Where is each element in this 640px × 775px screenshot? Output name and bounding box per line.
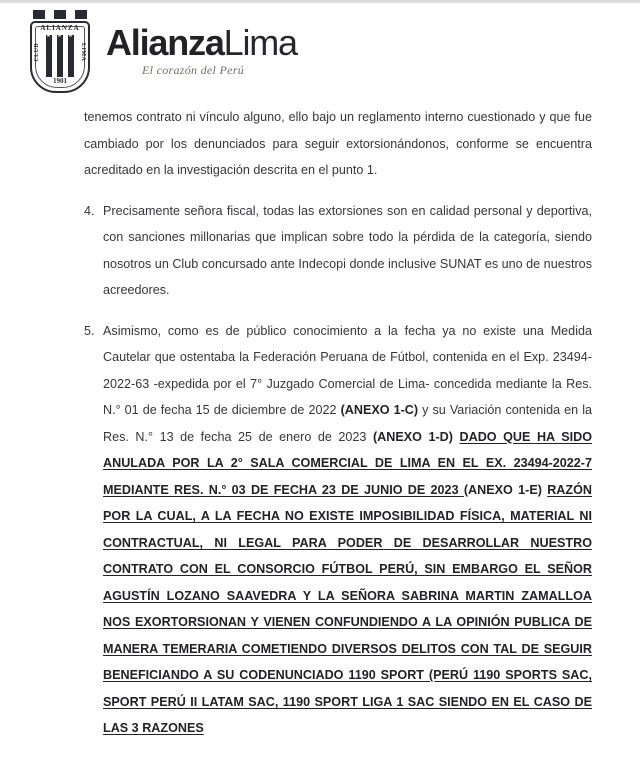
crest-founding-year: 1901	[53, 77, 67, 85]
list-item-5-number: 5.	[84, 323, 95, 338]
wordmark-light: Lima	[223, 22, 297, 63]
list-item-5	[84, 318, 592, 742]
document-body	[84, 104, 592, 756]
brand-wordmark	[106, 24, 406, 84]
list-item-4-number: 4.	[84, 203, 95, 218]
crest-top-text: ALIANZA	[40, 24, 80, 32]
list-item-4	[84, 198, 592, 304]
crest-star-icon: ★	[45, 33, 52, 39]
item5-anexo-1e: (ANEXO 1-E)	[463, 482, 548, 497]
crest-shield	[30, 21, 90, 93]
crest-right-text: LIMA	[80, 43, 86, 62]
item5-anexo-1c: (ANEXO 1-C)	[340, 403, 419, 417]
list-item-4-text: Precisamente señora fiscal, todas las extorsiones son en calidad personal y deportiva, con sanciones millonarias que implican sobre todo la pérdida de la categoría, siendo nosotros un Club concursado ante Indecopi donde inclusive SUNAT es uno de nuestros acreedores.	[103, 203, 592, 297]
wordmark-text	[106, 24, 406, 62]
wordmark-bold: Alianza	[106, 22, 224, 63]
crest-stars	[45, 33, 75, 40]
crest-star-icon: ★	[67, 33, 74, 39]
crest-star-icon: ★	[56, 33, 63, 39]
item5-plain-1: Asimismo, como es de público conocimiento a la fecha ya no existe una Medida Cautelar que ostentaba la Federación Peruana de Fútbol, contenida en el Exp. 23494-2022-63 -expedida por el 7° Juzgado Comercial de Lima- concedida mediante la Res. N.° 01 de fecha 15 de diciembre de 2022	[103, 323, 592, 417]
crest-stripes	[46, 35, 74, 77]
item5-underlined-2: RAZÓN POR LA CUAL, A LA FECHA NO EXISTE IMPOSIBILIDAD FÍSICA, MATERIAL NI CONTRACTUAL, NI LEGAL PARA PODER DE DESARROLLAR NUESTRO CONTRATO CON EL CONSORCIO FÚTBOL PERÚ, SIN EMBARGO EL SEÑOR AGUSTÍN LOZANO SAAVEDRA Y LA SEÑORA SABRINA MARTIN ZAMALLOA NOS EXORTORSIONAN Y VIENEN CONFUNDIENDO A LA OPINIÓN PUBLICA DE MANERA TEMERARIA COMETIENDO DIVERSOS DELITOS CON TAL DE SEGUIR BENEFICIANDO A SU CODENUNCIADO 1190 SPORT (PERÚ 1190 SPORTS SAC, SPORT PERÚ II LATAM SAC, 1190 SPORT LIGA 1 SAC SIENDO EN EL CASO DE LAS 3 RAZONES	[103, 482, 592, 735]
alianza-lima-crest-icon	[24, 8, 96, 100]
scan-edge-strip	[0, 0, 640, 3]
brand-tagline: El corazón del Perú	[142, 63, 245, 77]
crest-merlons	[32, 10, 88, 19]
crest-left-text: CLUB	[34, 43, 40, 62]
list-item-5-text	[103, 318, 592, 742]
item5-plain-2: y su Variación contenida en la Res. N.° 13 de fecha 25 de enero de 2023	[103, 403, 592, 444]
continued-paragraph: tenemos contrato ni vínculo alguno, ello bajo un reglamento interno cuestionado y que fue cambiado por los denunciados para seguir extorsionándonos, conforme se encuentra acreditado en la investigación descrita en el punto 1.	[84, 110, 592, 177]
item5-underlined-1: DADO QUE HA SIDO ANULADA POR LA 2° SALA COMERCIAL DE LIMA EN EL EX. 23494-2022-7 MEDIANTE RES. N.° 03 DE FECHA 23 DE JUNIO DE 2023	[103, 429, 593, 497]
letterhead	[12, 4, 628, 96]
item5-anexo-1d: (ANEXO 1-D)	[372, 429, 460, 444]
